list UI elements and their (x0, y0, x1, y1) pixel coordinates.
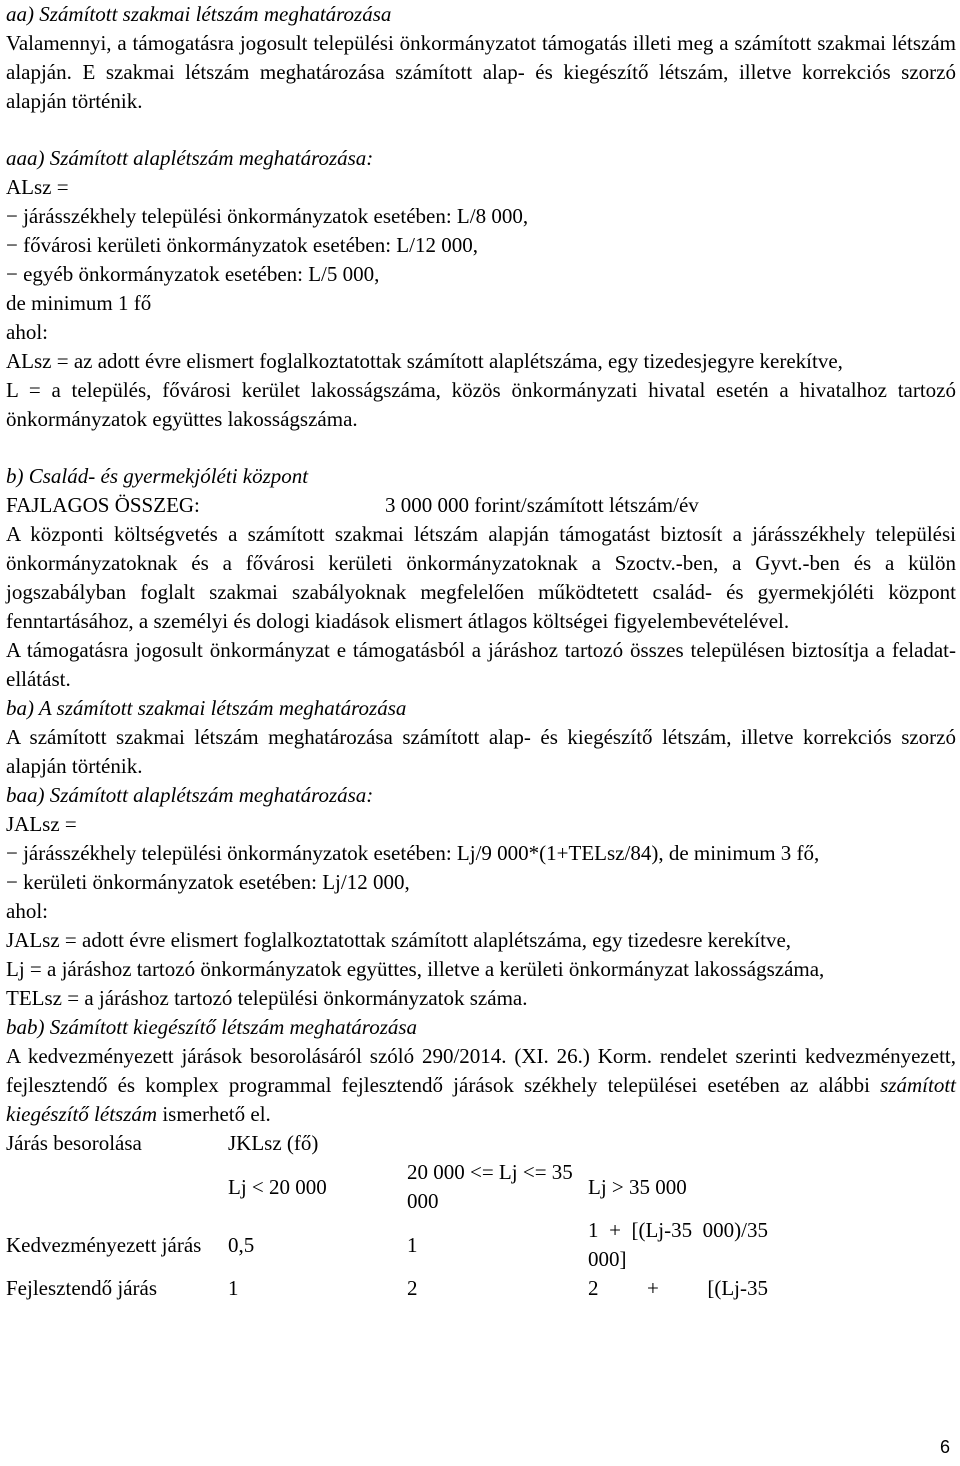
jalsz-definition: JALsz = adott évre elismert foglalkoztatottak számított alaplétszáma, egy tizedesre kerekítve, (6, 928, 792, 952)
telsz-definition: TELsz = a járáshoz tartozó települési önkormányzatok száma. (6, 986, 528, 1010)
alsz-where: ahol: (6, 320, 48, 344)
jalsz-formula: JALsz = (6, 812, 77, 836)
alsz-item-1: − járásszékhely települési önkormányzatok esetében: L/8 000, (6, 204, 529, 228)
section-ba-heading: ba) A számított szakmai létszám meghatározása (6, 696, 407, 720)
table-row (6, 1216, 768, 1274)
section-b-heading: b) Család- és gyermekjóléti központ (6, 464, 309, 488)
table-cell: 0,5 (228, 1232, 255, 1257)
section-aa-heading: aa) Számított szakmai létszám meghatározása (6, 2, 392, 26)
table-header-jklsz: JKLsz (fő) (228, 1131, 319, 1155)
page-number: 6 (939, 1437, 950, 1457)
l-definition: L = a település, fővárosi kerület lakosságszáma, közös önkormányzati hivatal esetén a hivatalhoz tartozó önkormányzatok együttes lakosságszáma. (6, 378, 956, 431)
table-header-jaras: Járás besorolása (6, 1131, 142, 1155)
alsz-item-2: − fővárosi kerületi önkormányzatok esetében: L/12 000, (6, 233, 478, 257)
section-ba-text: A számított szakmai létszám meghatározása számított alap- és kiegészítő létszám, illetve korrekciós szorzó alapján történik. (6, 725, 956, 778)
table-row-label: Kedvezményezett járás (6, 1232, 202, 1257)
lj-definition: Lj = a járáshoz tartozó önkormányzatok együttes, illetve a kerületi önkormányzat lakosságszáma, (6, 957, 825, 981)
bab-text-after: ismerhető el. (157, 1102, 271, 1126)
jalsz-item-2: − kerületi önkormányzatok esetében: Lj/12 000, (6, 870, 410, 894)
table-cell: 1 (228, 1276, 239, 1300)
jalsz-where: ahol: (6, 899, 48, 923)
alsz-item-3: − egyéb önkormányzatok esetében: L/5 000, (6, 262, 380, 286)
table-cell: 2 + [(Lj-35 (588, 1276, 768, 1300)
table-row (6, 1274, 768, 1303)
section-baa-heading: baa) Számított alaplétszám meghatározása: (6, 783, 374, 807)
section-bab-heading: bab) Számított kiegészítő létszám meghatározása (6, 1015, 418, 1039)
table-cell: 1 (407, 1232, 418, 1257)
alsz-minimum: de minimum 1 fő (6, 291, 152, 315)
table-subheader-1: Lj < 20 000 (228, 1174, 327, 1199)
table-subheader-row (6, 1158, 768, 1216)
fee-row (6, 491, 956, 520)
fee-label: FAJLAGOS ÖSSZEG: (6, 493, 200, 517)
jklsz-table (6, 1129, 768, 1303)
table-row-label: Fejlesztendő járás (6, 1276, 158, 1300)
section-b-paragraph-2: A támogatásra jogosult önkormányzat e támogatásból a járáshoz tartozó összes településen biztosítja a feladat-ellátást. (6, 638, 956, 691)
alsz-formula: ALsz = (6, 175, 69, 199)
section-aa-text: Valamennyi, a támogatásra jogosult települési önkormányzatot támogatás illeti meg a számított szakmai létszám alapján. E szakmai létszám meghatározása számított alap- és kiegészítő létszám, illetve korrekciós szorzó alapján történik. (6, 31, 956, 113)
document-page (6, 0, 956, 1303)
table-subheader-3: Lj > 35 000 (588, 1174, 687, 1199)
table-cell: 2 (407, 1276, 418, 1300)
alsz-definition: ALsz = az adott évre elismert foglalkoztatottak számított alaplétszáma, egy tizedesjegyre kerekítve, (6, 349, 843, 373)
table-subheader-2: 20 000 <= Lj <= 35 000 (407, 1160, 573, 1213)
jalsz-item-1: − járásszékhely települési önkormányzatok esetében: Lj/9 000*(1+TELsz/84), de minimum 3 fő, (6, 841, 820, 865)
bab-text-italic: számított kiegészítő létszám (6, 1073, 956, 1126)
bab-text-before: A kedvezményezett járások besorolásáról szóló 290/2014. (XI. 26.) Korm. rendelet szerinti kedvezményezett, fejlesztendő és komplex programmal fejlesztendő járások székhely települései esetében az alábbi (6, 1044, 956, 1097)
section-b-paragraph-1: A központi költségvetés a számított szakmai létszám alapján támogatást biztosít a járásszékhely települési önkormányzatoknak és a fővárosi kerületi önkormányzatoknak a Szoctv.-ben, a Gyvt.-ben és a külön jogszabályban foglalt szakmai szabályoknak megfelelően működtetett család- és gyermekjóléti központ fenntartásához, a személyi és dologi kiadások elismert átlagos költségei figyelembevételével. (6, 522, 956, 633)
table-header-row (6, 1129, 768, 1158)
table-cell: 1 + [(Lj-35 000)/35 000] (588, 1218, 768, 1271)
section-aaa-heading: aaa) Számított alaplétszám meghatározása: (6, 146, 374, 170)
section-bab-text (6, 1042, 956, 1129)
fee-value: 3 000 000 forint/számított létszám/év (385, 493, 699, 517)
